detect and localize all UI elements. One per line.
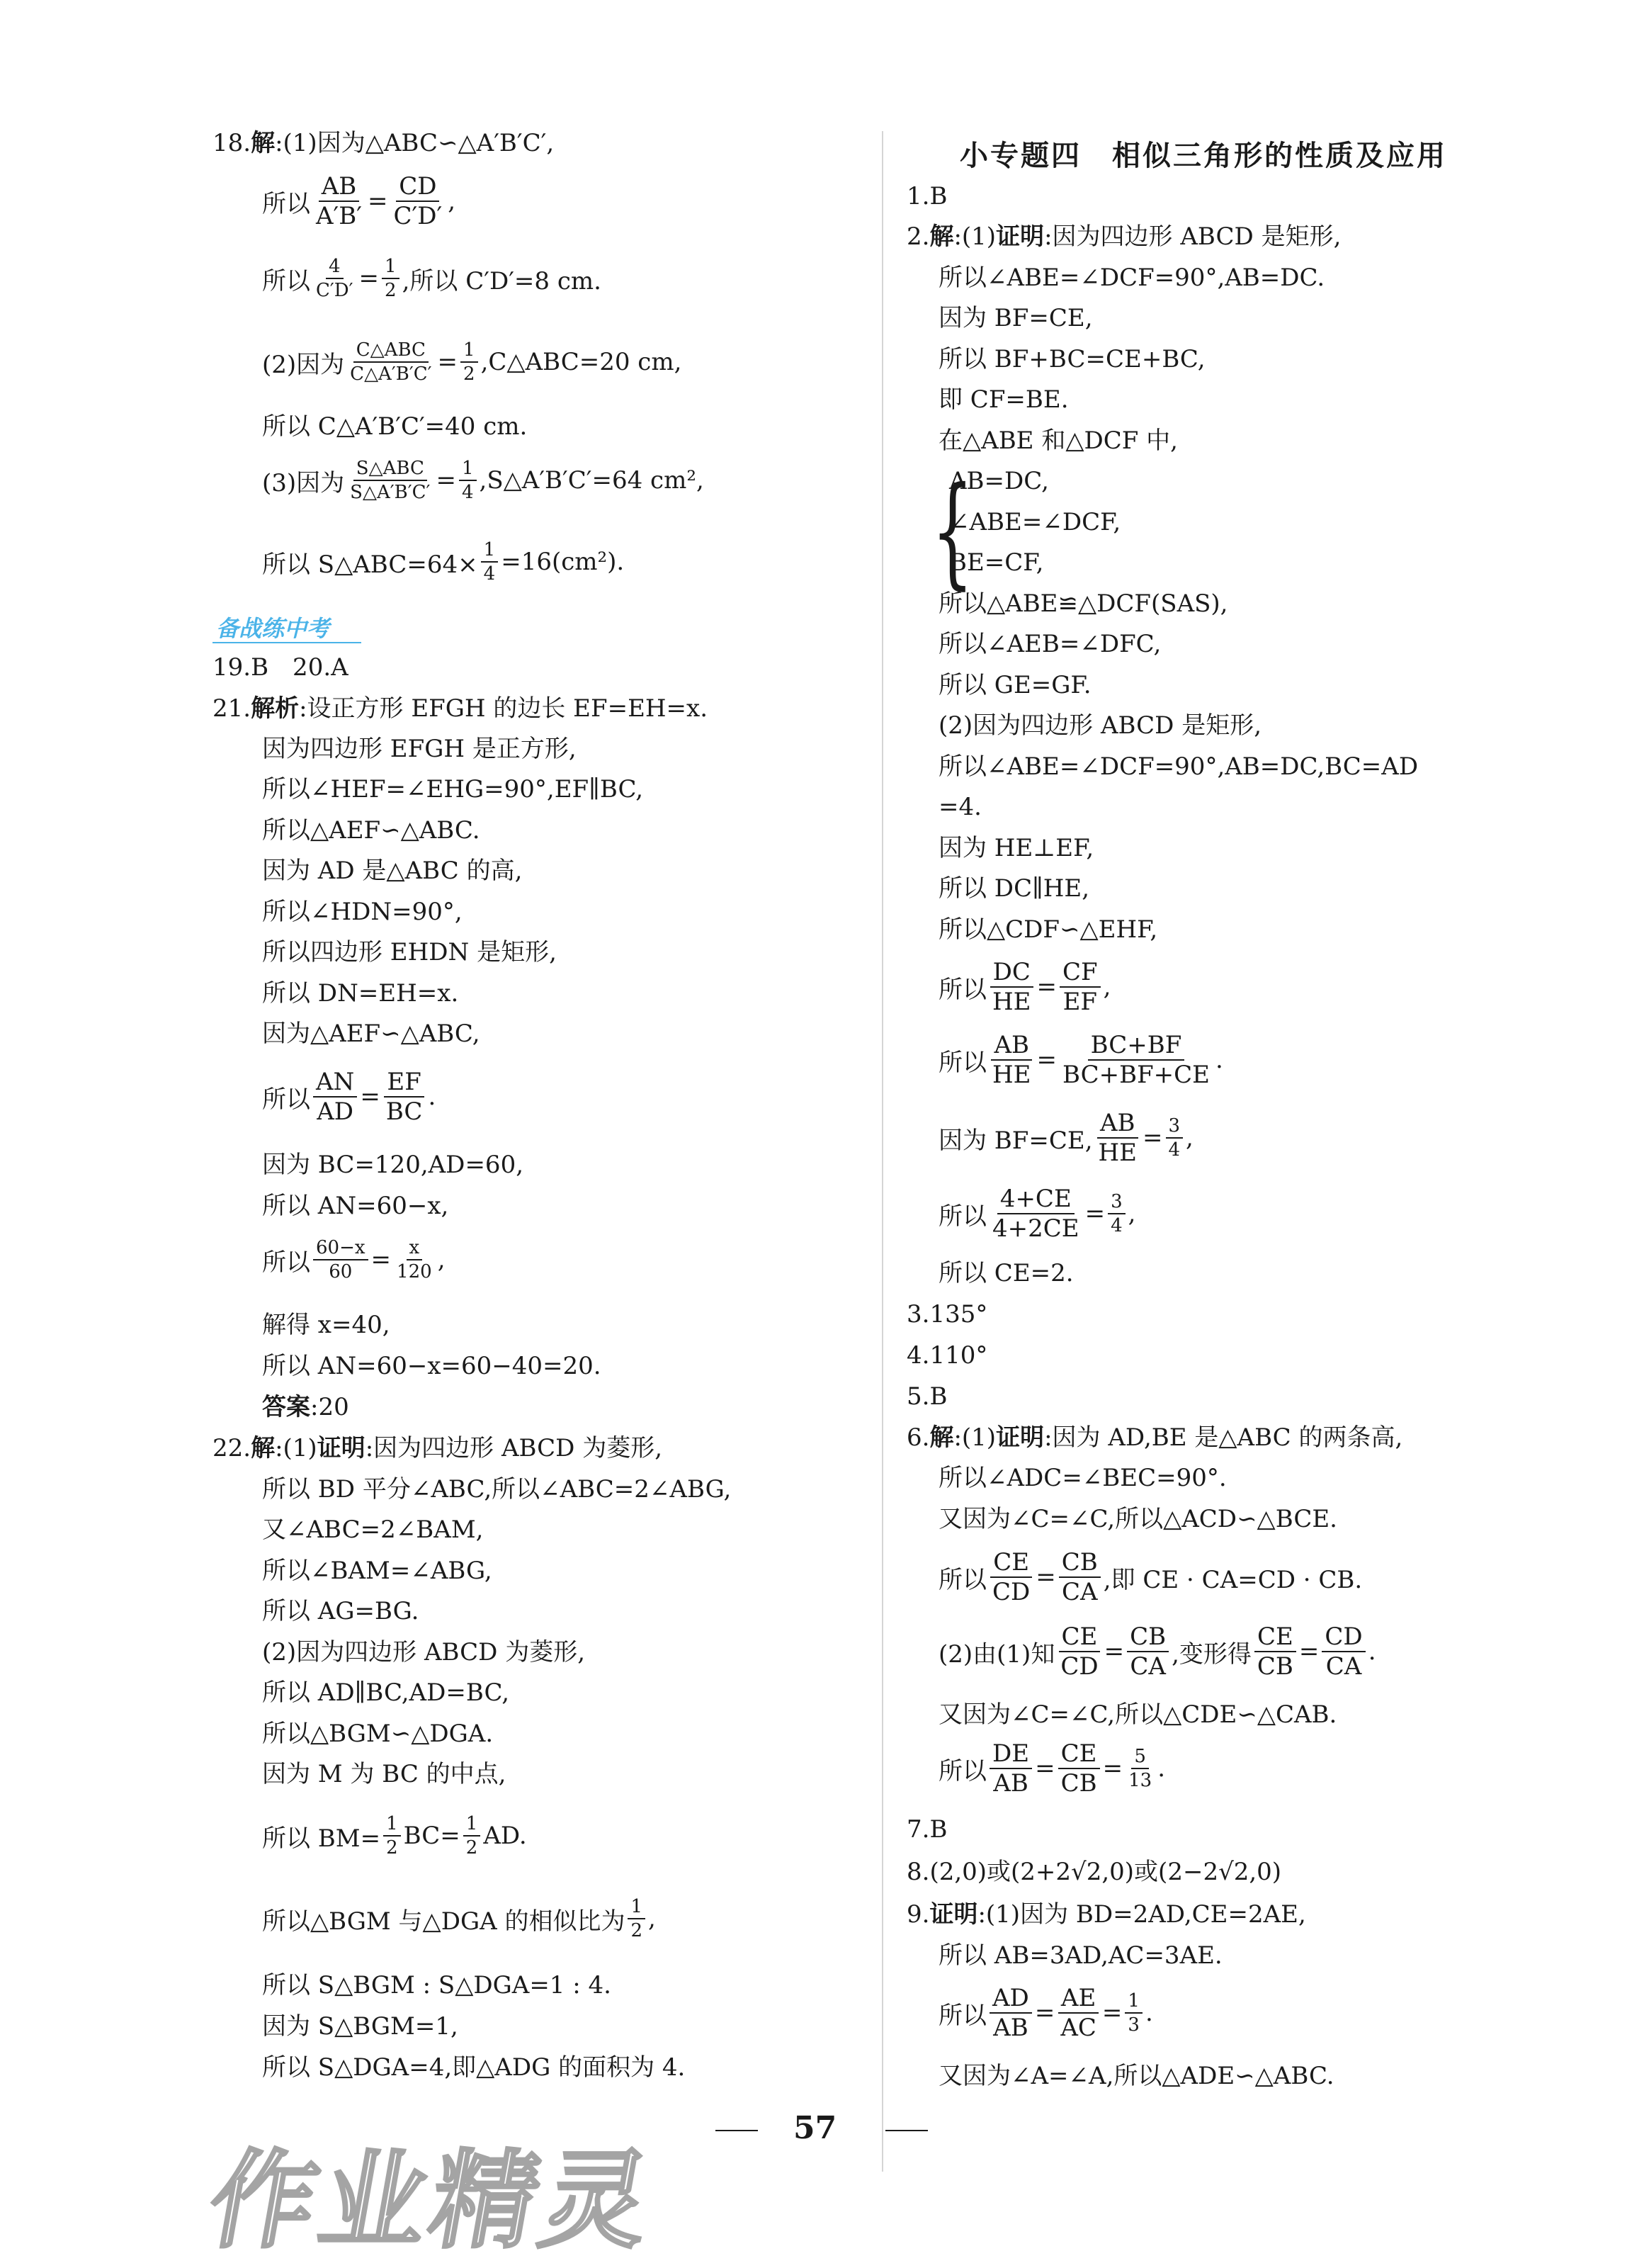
left-column [0,0,822,2259]
r-q3: 3.135° [907,1300,988,1328]
r-q2-line5: 即 CF=BE. [939,385,1069,414]
fraction: $\frac{1}{2}$ [383,1812,401,1859]
fraction: $\frac{CE}{CD}$ [990,1548,1033,1606]
fraction: $\frac{EF}{BC}$ [383,1068,426,1126]
fraction: $\frac{DE}{AB}$ [990,1739,1032,1798]
r-q2-line1: 2.解:(1)证明:因为四边形 ABCD 是矩形, [907,222,1342,251]
q22-line11: 所以△BGM 与△DGA 的相似比为 $\frac{1}{2}$ , [262,1896,656,1941]
r-q2-line19: 所以 $\frac{4+CE}{4+2CE}$ = $\frac{3}{4}$ , [939,1185,1136,1243]
r-q2-line20: 所以 CE=2. [939,1259,1074,1287]
q19-20: 19.B 20.A [212,653,348,682]
q22-line4: 所以∠BAM=∠ABG, [262,1557,492,1585]
fraction: $\frac{CD}{CA}$ [1322,1623,1365,1681]
q21-line3: 所以∠HEF=∠EHG=90°,EF∥BC, [262,775,644,803]
q18-line5: 所以 C△A′B′C′=40 cm. [262,412,528,441]
fraction: $\frac{AD}{AB}$ [990,1984,1032,2042]
q21-line12: 所以 AN=60−x, [262,1192,449,1220]
fraction: $\frac{3}{4}$ [1108,1190,1126,1237]
r-q6-line6: 又因为∠C=∠C,所以△CDE∽△CAB. [939,1700,1337,1729]
r-q2-line11: 所以∠ABE=∠DCF=90°,AB=DC,BC=AD [939,752,1419,781]
r-q2-line10: (2)因为四边形 ABCD 是矩形, [939,711,1262,740]
q18-line3: 所以 $\frac{4}{C'D'}$ = $\frac{1}{2}$ ,所以 C′D′=8 cm. [262,256,601,301]
fraction: $\frac{CB}{CA}$ [1059,1548,1101,1606]
r-q6-line3: 又因为∠C=∠C,所以△ACD∽△BCE. [939,1505,1337,1533]
q21-line5: 因为 AD 是△ABC 的高, [262,857,523,885]
q22-line3: 又∠ABC=2∠BAM, [262,1516,484,1544]
r-q9-line2: 所以 AB=3AD,AC=3AE. [939,1941,1223,1970]
fraction: $\frac{CE}{CB}$ [1058,1739,1100,1798]
fraction: $\frac{1}{2}$ [463,1812,481,1859]
fraction: $\frac{AB}{HE}$ [1098,1109,1137,1167]
q21-line8: 所以 DN=EH=x. [262,979,459,1008]
q21-line9: 因为△AEF∽△ABC, [262,1020,480,1048]
fraction: $\frac{AE}{AC}$ [1058,1984,1099,2042]
q22-line12: 所以 S△BGM : S△DGA=1 : 4. [262,1971,611,1999]
r-q6-line5: (2)由(1)知 $\frac{CE}{CD}$ = $\frac{CB}{CA}$ ,变形得 $\frac{CE}{CB}$ = $\frac{CD}{CA}$ . [939,1623,1376,1681]
q22-line7: 所以 AD∥BC,AD=BC, [262,1679,510,1707]
fraction: $\frac{\text{C△ABC}}{C\triangle A'B'C'}$ [350,339,432,385]
q21-line6: 所以∠HDN=90°, [262,898,463,926]
r-q2-line6: 在△ABE 和△DCF 中, [939,427,1178,455]
q21-line10: 所以 $\frac{AN}{AD}$ = $\frac{EF}{BC}$ . [262,1068,436,1126]
r-q2-line4: 所以 BF+BC=CE+BC, [939,345,1206,373]
r-q2-line9: 所以 GE=GF. [939,671,1092,699]
q21-line2: 因为四边形 EFGH 是正方形, [262,735,577,763]
q22-line1: 22.解:(1)证明:因为四边形 ABCD 为菱形, [212,1434,663,1462]
fraction: $\frac{BC+BF}{BC+BF+CE}$ [1062,1031,1211,1089]
q22-line6: (2)因为四边形 ABCD 为菱形, [262,1638,586,1666]
r-q2-line14: 所以 DC∥HE, [939,874,1090,903]
r-q2-line7: 所以△ABE≌△DCF(SAS), [939,589,1228,618]
section-title: 小专题四 相似三角形的性质及应用 [960,140,1447,172]
q22-line2: 所以 BD 平分∠ABC,所以∠ABC=2∠ABG, [262,1475,732,1503]
page-number: 57 [793,2110,837,2146]
q18-line4: (2)因为 $\frac{\text{C△ABC}}{C\triangle A'B'C'}$ = $\frac{1}{2}$ ,C△ABC=20 cm, [262,339,682,385]
right-column [822,0,1644,2259]
fraction: $\frac{CF}{EF}$ [1060,958,1101,1016]
q21-line15: 所以 AN=60−x=60−40=20. [262,1352,601,1380]
r-q4: 4.110° [907,1341,988,1370]
q18-line7: 所以 S△ABC=64× $\frac{1}{4}$ =16(cm²). [262,539,625,585]
q18-line6: (3)因为 $\frac{\text{S△ABC}}{S\triangle A'B'C'}$ = $\frac{1}{4}$ ,S△A′B′C′=64 cm², [262,458,704,503]
r-q2-sys1: AB=DC, [949,467,1049,495]
q22-line10: 所以 BM= $\frac{1}{2}$ BC= $\frac{1}{2}$ AD. [262,1813,527,1858]
r-q2-line3: 因为 BF=CE, [939,304,1093,332]
fraction: $\frac{1}{2}$ [382,255,399,302]
fraction: $\frac{AN}{AD}$ [313,1068,357,1126]
fraction: $\frac{3}{4}$ [1166,1115,1184,1161]
section-underline [212,642,361,643]
fraction: $\frac{x}{120}$ [397,1237,432,1282]
r-q2-line17: 所以 $\frac{AB}{HE}$ = $\frac{BC+BF}{BC+BF+CE}$ . [939,1031,1223,1089]
section-heading: 备战练中考 [216,615,330,642]
q21-line4: 所以△AEF∽△ABC. [262,816,480,845]
watermark-logo: 作业精灵 [200,2140,664,2263]
fraction: $\frac{1}{4}$ [481,538,499,585]
fraction: $\frac{4}{C'D'}$ [316,256,353,301]
r-q7: 7.B [907,1815,948,1844]
fraction: $\frac{AB}{A'B'}$ [316,172,362,230]
fraction: $\frac{AB}{HE}$ [992,1031,1031,1089]
fraction: $\frac{CB}{CA}$ [1127,1623,1169,1681]
q18-line2: 所以 $\frac{AB}{A'B'}$ = $\frac{CD}{C'D'}$ , [262,172,456,230]
r-q6-line7: 所以 $\frac{DE}{AB}$ = $\frac{CE}{CB}$ = $\frac{5}{13}$ . [939,1739,1165,1798]
page-dash-left [715,2130,758,2131]
fraction: $\frac{CE}{CD}$ [1058,1623,1101,1681]
page-dash-right [885,2130,928,2131]
r-q6-line2: 所以∠ADC=∠BEC=90°. [939,1464,1227,1492]
r-q9-line1: 9.证明:(1)因为 BD=2AD,CE=2AE, [907,1900,1306,1929]
q18-line1: 18.解:(1)因为△ABC∽△A′B′C′, [212,129,555,157]
r-q6-line1: 6.解:(1)证明:因为 AD,BE 是△ABC 的两条高, [907,1423,1403,1452]
fraction: $\frac{4+CE}{4+2CE}$ [992,1185,1079,1243]
r-q2-line16: 所以 $\frac{DC}{HE}$ = $\frac{CF}{EF}$ , [939,958,1111,1016]
fraction: $\frac{CD}{C'D'}$ [393,172,443,230]
r-q2-sys2: ∠ABE=∠DCF, [949,508,1121,536]
q21-line1: 21.解析:设正方形 EFGH 的边长 EF=EH=x. [212,694,708,723]
r-q2-line13: 因为 HE⊥EF, [939,834,1094,862]
fraction: $\frac{60-x}{60}$ [313,1236,368,1283]
r-q2-line12: =4. [939,793,982,821]
q22-line8: 所以△BGM∽△DGA. [262,1720,494,1748]
fraction: $\frac{5}{13}$ [1128,1746,1152,1791]
q22-line14: 所以 S△DGA=4,即△ADG 的面积为 4. [262,2053,686,2082]
r-q2-line2: 所以∠ABE=∠DCF=90°,AB=DC. [939,264,1325,292]
fraction: $\frac{1}{3}$ [1125,1990,1143,2036]
fraction: $\frac{1}{4}$ [459,457,477,504]
r-q2-sys3: BE=CF, [949,548,1044,577]
fraction: $\frac{1}{2}$ [460,339,478,385]
fraction: $\frac{DC}{HE}$ [990,958,1033,1016]
r-q8: 8.(2,0)或(2+2√2,0)或(2−2√2,0) [907,1858,1282,1886]
q21-line14: 解得 x=40, [262,1311,390,1339]
q22-line5: 所以 AG=BG. [262,1597,419,1625]
q21-line13: 所以 $\frac{60-x}{60}$ = $\frac{x}{120}$ , [262,1237,446,1282]
r-q5: 5.B [907,1382,948,1411]
r-q2-line18: 因为 BF=CE, $\frac{AB}{HE}$ = $\frac{3}{4}$ , [939,1109,1194,1167]
q21-answer: 答案:20 [262,1393,349,1421]
q22-line13: 因为 S△BGM=1, [262,2012,458,2041]
r-q1: 1.B [907,182,948,210]
r-q2-line8: 所以∠AEB=∠DFC, [939,630,1162,658]
r-q6-line4: 所以 $\frac{CE}{CD}$ = $\frac{CB}{CA}$ ,即 CE · CA=CD · CB. [939,1548,1363,1606]
fraction: $\frac{1}{2}$ [628,1895,645,1942]
r-q2-line15: 所以△CDF∽△EHF, [939,915,1158,944]
r-q9-line4: 又因为∠A=∠A,所以△ADE∽△ABC. [939,2062,1334,2090]
q21-line11: 因为 BC=120,AD=60, [262,1151,524,1179]
system-brace: { [931,461,974,602]
r-q9-line3: 所以 $\frac{AD}{AB}$ = $\frac{AE}{AC}$ = $\frac{1}{3}$ . [939,1984,1153,2042]
q21-line7: 所以四边形 EHDN 是矩形, [262,938,557,966]
q22-line9: 因为 M 为 BC 的中点, [262,1760,506,1788]
fraction: $\frac{\text{S△ABC}}{S\triangle A'B'C'}$ [350,458,431,503]
fraction: $\frac{CE}{CB}$ [1254,1623,1296,1681]
